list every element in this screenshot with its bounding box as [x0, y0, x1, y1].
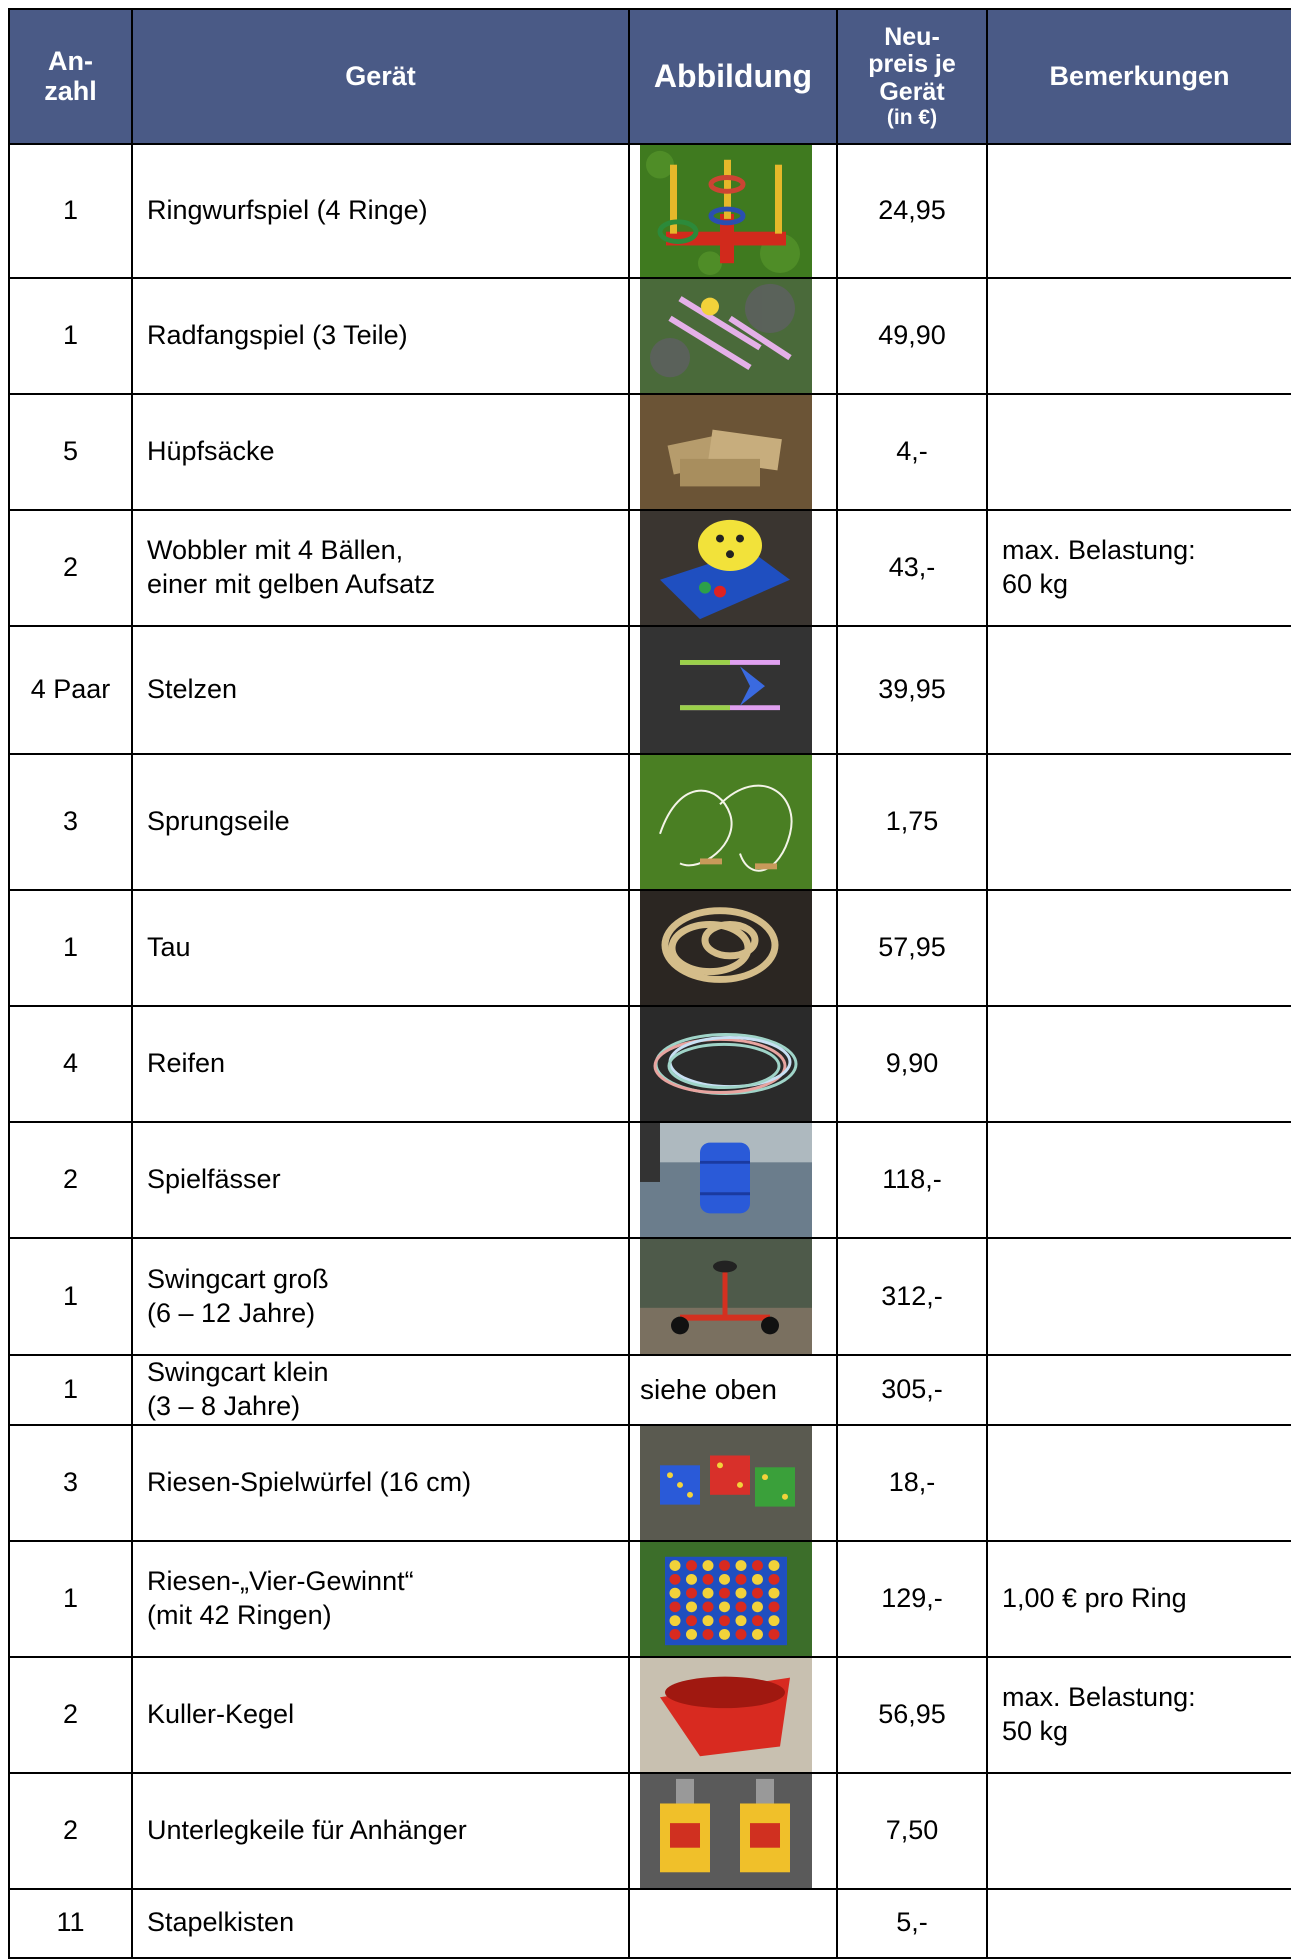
- cell-preis: 49,90: [837, 278, 987, 394]
- table-row: [9, 754, 1291, 890]
- cell-geraet: [132, 394, 629, 510]
- hoops-image: [640, 1007, 812, 1121]
- table-row: [9, 144, 1291, 278]
- cell-anzahl: 2: [9, 1657, 132, 1773]
- geraet-line: Riesen-Spielwürfel (16 cm): [147, 1466, 472, 1497]
- cell-preis: 9,90: [837, 1006, 987, 1122]
- geraet-line: Sprungseile: [147, 806, 290, 837]
- cell-geraet: [132, 1657, 629, 1773]
- header-neupreis: [837, 9, 987, 144]
- cell-preis: 118,-: [837, 1122, 987, 1238]
- cell-bemerkungen: [987, 626, 1291, 754]
- geraet-line: Tau: [147, 932, 191, 963]
- cell-bemerkungen: [987, 394, 1291, 510]
- cell-geraet: [132, 754, 629, 890]
- barrel-image: [640, 1123, 812, 1237]
- bemerkungen-line: 1,00 € pro Ring: [1002, 1582, 1187, 1613]
- bemerkungen-line: 50 kg: [1002, 1715, 1069, 1746]
- cell-bemerkungen: [987, 1541, 1291, 1657]
- table-row: [9, 1238, 1291, 1355]
- cell-bemerkungen: [987, 754, 1291, 890]
- cell-bemerkungen: [987, 890, 1291, 1006]
- header-neupreis-line: Neu-: [884, 22, 940, 51]
- cell-abbildung: [629, 1238, 837, 1355]
- cell-preis: 18,-: [837, 1425, 987, 1541]
- header-anzahl: [9, 9, 132, 144]
- header-row: [9, 9, 1291, 144]
- table-row: [9, 394, 1291, 510]
- cell-bemerkungen: [987, 1425, 1291, 1541]
- geraet-line: Riesen-„Vier-Gewinnt“: [147, 1565, 414, 1596]
- bemerkungen-line: max. Belastung:: [1002, 535, 1196, 566]
- table-row: [9, 1657, 1291, 1773]
- table-row: [9, 1006, 1291, 1122]
- cell-bemerkungen: [987, 510, 1291, 626]
- cell-preis: 5,-: [837, 1889, 987, 1958]
- header-abbildung: Abbildung: [629, 9, 837, 144]
- cell-anzahl: 1: [9, 1541, 132, 1657]
- cell-anzahl: 4 Paar: [9, 626, 132, 754]
- geraet-line: Swingcart groß: [147, 1263, 329, 1294]
- bemerkungen-line: max. Belastung:: [1002, 1681, 1196, 1712]
- cell-abbildung: [629, 1541, 837, 1657]
- cell-geraet: [132, 890, 629, 1006]
- cell-anzahl: 1: [9, 1355, 132, 1425]
- table-row: [9, 1773, 1291, 1889]
- cell-abbildung-text: siehe oben: [629, 1355, 837, 1425]
- equipment-table: [8, 8, 1291, 1959]
- cell-bemerkungen: [987, 1122, 1291, 1238]
- geraet-line: Unterlegkeile für Anhänger: [147, 1814, 467, 1845]
- cell-anzahl: 2: [9, 1773, 132, 1889]
- geraet-line: (mit 42 Ringen): [147, 1599, 332, 1630]
- table-row: [9, 278, 1291, 394]
- header-neupreis-line: preis je: [868, 50, 956, 79]
- stilts-image: [640, 627, 812, 753]
- geraet-line: Spielfässer: [147, 1164, 281, 1195]
- header-bemerkungen: Bemerkungen: [987, 9, 1291, 144]
- cell-preis: 7,50: [837, 1773, 987, 1889]
- cell-bemerkungen: [987, 1006, 1291, 1122]
- cell-preis: 24,95: [837, 144, 987, 278]
- geraet-line: Ringwurfspiel (4 Ringe): [147, 195, 428, 226]
- cell-preis: 56,95: [837, 1657, 987, 1773]
- cell-abbildung: [629, 754, 837, 890]
- cell-geraet: [132, 278, 629, 394]
- table-row: [9, 1541, 1291, 1657]
- cell-geraet: [132, 144, 629, 278]
- geraet-line: Stapelkisten: [147, 1907, 295, 1938]
- cell-preis: 39,95: [837, 626, 987, 754]
- table-row: [9, 626, 1291, 754]
- cell-preis: 312,-: [837, 1238, 987, 1355]
- table-row: [9, 890, 1291, 1006]
- cell-geraet: [132, 510, 629, 626]
- cell-geraet: [132, 1889, 629, 1958]
- cell-abbildung: [629, 278, 837, 394]
- cell-preis: 305,-: [837, 1355, 987, 1425]
- cell-bemerkungen: [987, 1657, 1291, 1773]
- geraet-line: Hüpfsäcke: [147, 436, 275, 467]
- dice-image: [640, 1426, 812, 1540]
- cell-bemerkungen: [987, 1889, 1291, 1958]
- cell-geraet: [132, 626, 629, 754]
- cell-anzahl: 5: [9, 394, 132, 510]
- cell-bemerkungen: [987, 278, 1291, 394]
- cell-anzahl: 1: [9, 278, 132, 394]
- ring-toss-image: [640, 145, 812, 277]
- cell-preis: 4,-: [837, 394, 987, 510]
- cell-preis: 57,95: [837, 890, 987, 1006]
- cell-abbildung: [629, 890, 837, 1006]
- cell-anzahl: 4: [9, 1006, 132, 1122]
- cell-preis: 43,-: [837, 510, 987, 626]
- cell-bemerkungen: [987, 144, 1291, 278]
- geraet-line: Radfangspiel (3 Teile): [147, 320, 408, 351]
- cell-bemerkungen: [987, 1773, 1291, 1889]
- jump-rope-image: [640, 755, 812, 889]
- cell-geraet: [132, 1773, 629, 1889]
- wheel-catch-image: [640, 279, 812, 393]
- geraet-line: Kuller-Kegel: [147, 1698, 295, 1729]
- cell-anzahl: 1: [9, 890, 132, 1006]
- cell-abbildung: [629, 1425, 837, 1541]
- cell-abbildung: [629, 510, 837, 626]
- geraet-line: Swingcart klein: [147, 1357, 329, 1387]
- header-anzahl-line: zahl: [44, 75, 97, 106]
- cell-abbildung-text: [629, 1889, 837, 1958]
- cell-geraet: [132, 1541, 629, 1657]
- geraet-line: (3 – 8 Jahre): [147, 1390, 301, 1421]
- swingcart-image: [640, 1239, 812, 1354]
- cell-abbildung: [629, 1122, 837, 1238]
- geraet-line: Stelzen: [147, 674, 238, 705]
- cell-geraet: [132, 1006, 629, 1122]
- cell-anzahl: 1: [9, 1238, 132, 1355]
- cell-abbildung: [629, 144, 837, 278]
- cell-geraet: [132, 1425, 629, 1541]
- cell-anzahl: 3: [9, 1425, 132, 1541]
- cell-anzahl: 2: [9, 1122, 132, 1238]
- cell-abbildung: [629, 1657, 837, 1773]
- cell-anzahl: 3: [9, 754, 132, 890]
- cell-preis: 129,-: [837, 1541, 987, 1657]
- geraet-line: (6 – 12 Jahre): [147, 1297, 316, 1328]
- header-geraet: Gerät: [132, 9, 629, 144]
- cell-geraet: [132, 1238, 629, 1355]
- cell-geraet: [132, 1122, 629, 1238]
- cell-geraet: [132, 1355, 629, 1425]
- connect-four-image: [640, 1542, 812, 1656]
- cell-bemerkungen: [987, 1355, 1291, 1425]
- cell-preis: 1,75: [837, 754, 987, 890]
- spinning-cone-image: [640, 1658, 812, 1772]
- geraet-line: Reifen: [147, 1048, 226, 1079]
- cell-abbildung: [629, 1006, 837, 1122]
- cell-abbildung: [629, 626, 837, 754]
- table-row: [9, 510, 1291, 626]
- rope-image: [640, 891, 812, 1005]
- cell-anzahl: 11: [9, 1889, 132, 1958]
- cell-bemerkungen: [987, 1238, 1291, 1355]
- wheel-chocks-image: [640, 1774, 812, 1888]
- header-neupreis-line: Gerät: [879, 77, 945, 106]
- table-row: [9, 1425, 1291, 1541]
- cell-anzahl: 1: [9, 144, 132, 278]
- table-row: [9, 1355, 1291, 1425]
- geraet-line: einer mit gelben Aufsatz: [147, 569, 436, 599]
- cell-anzahl: 2: [9, 510, 132, 626]
- table-row: [9, 1889, 1291, 1958]
- geraet-line: Wobbler mit 4 Bällen,: [147, 535, 404, 566]
- bemerkungen-line: 60 kg: [1002, 569, 1069, 599]
- table-row: [9, 1122, 1291, 1238]
- header-neupreis-line: (in €): [886, 106, 938, 130]
- cell-abbildung: [629, 394, 837, 510]
- wobbler-image: [640, 511, 812, 625]
- cell-abbildung: [629, 1773, 837, 1889]
- header-anzahl-line: An-: [48, 45, 93, 76]
- sack-race-image: [640, 395, 812, 509]
